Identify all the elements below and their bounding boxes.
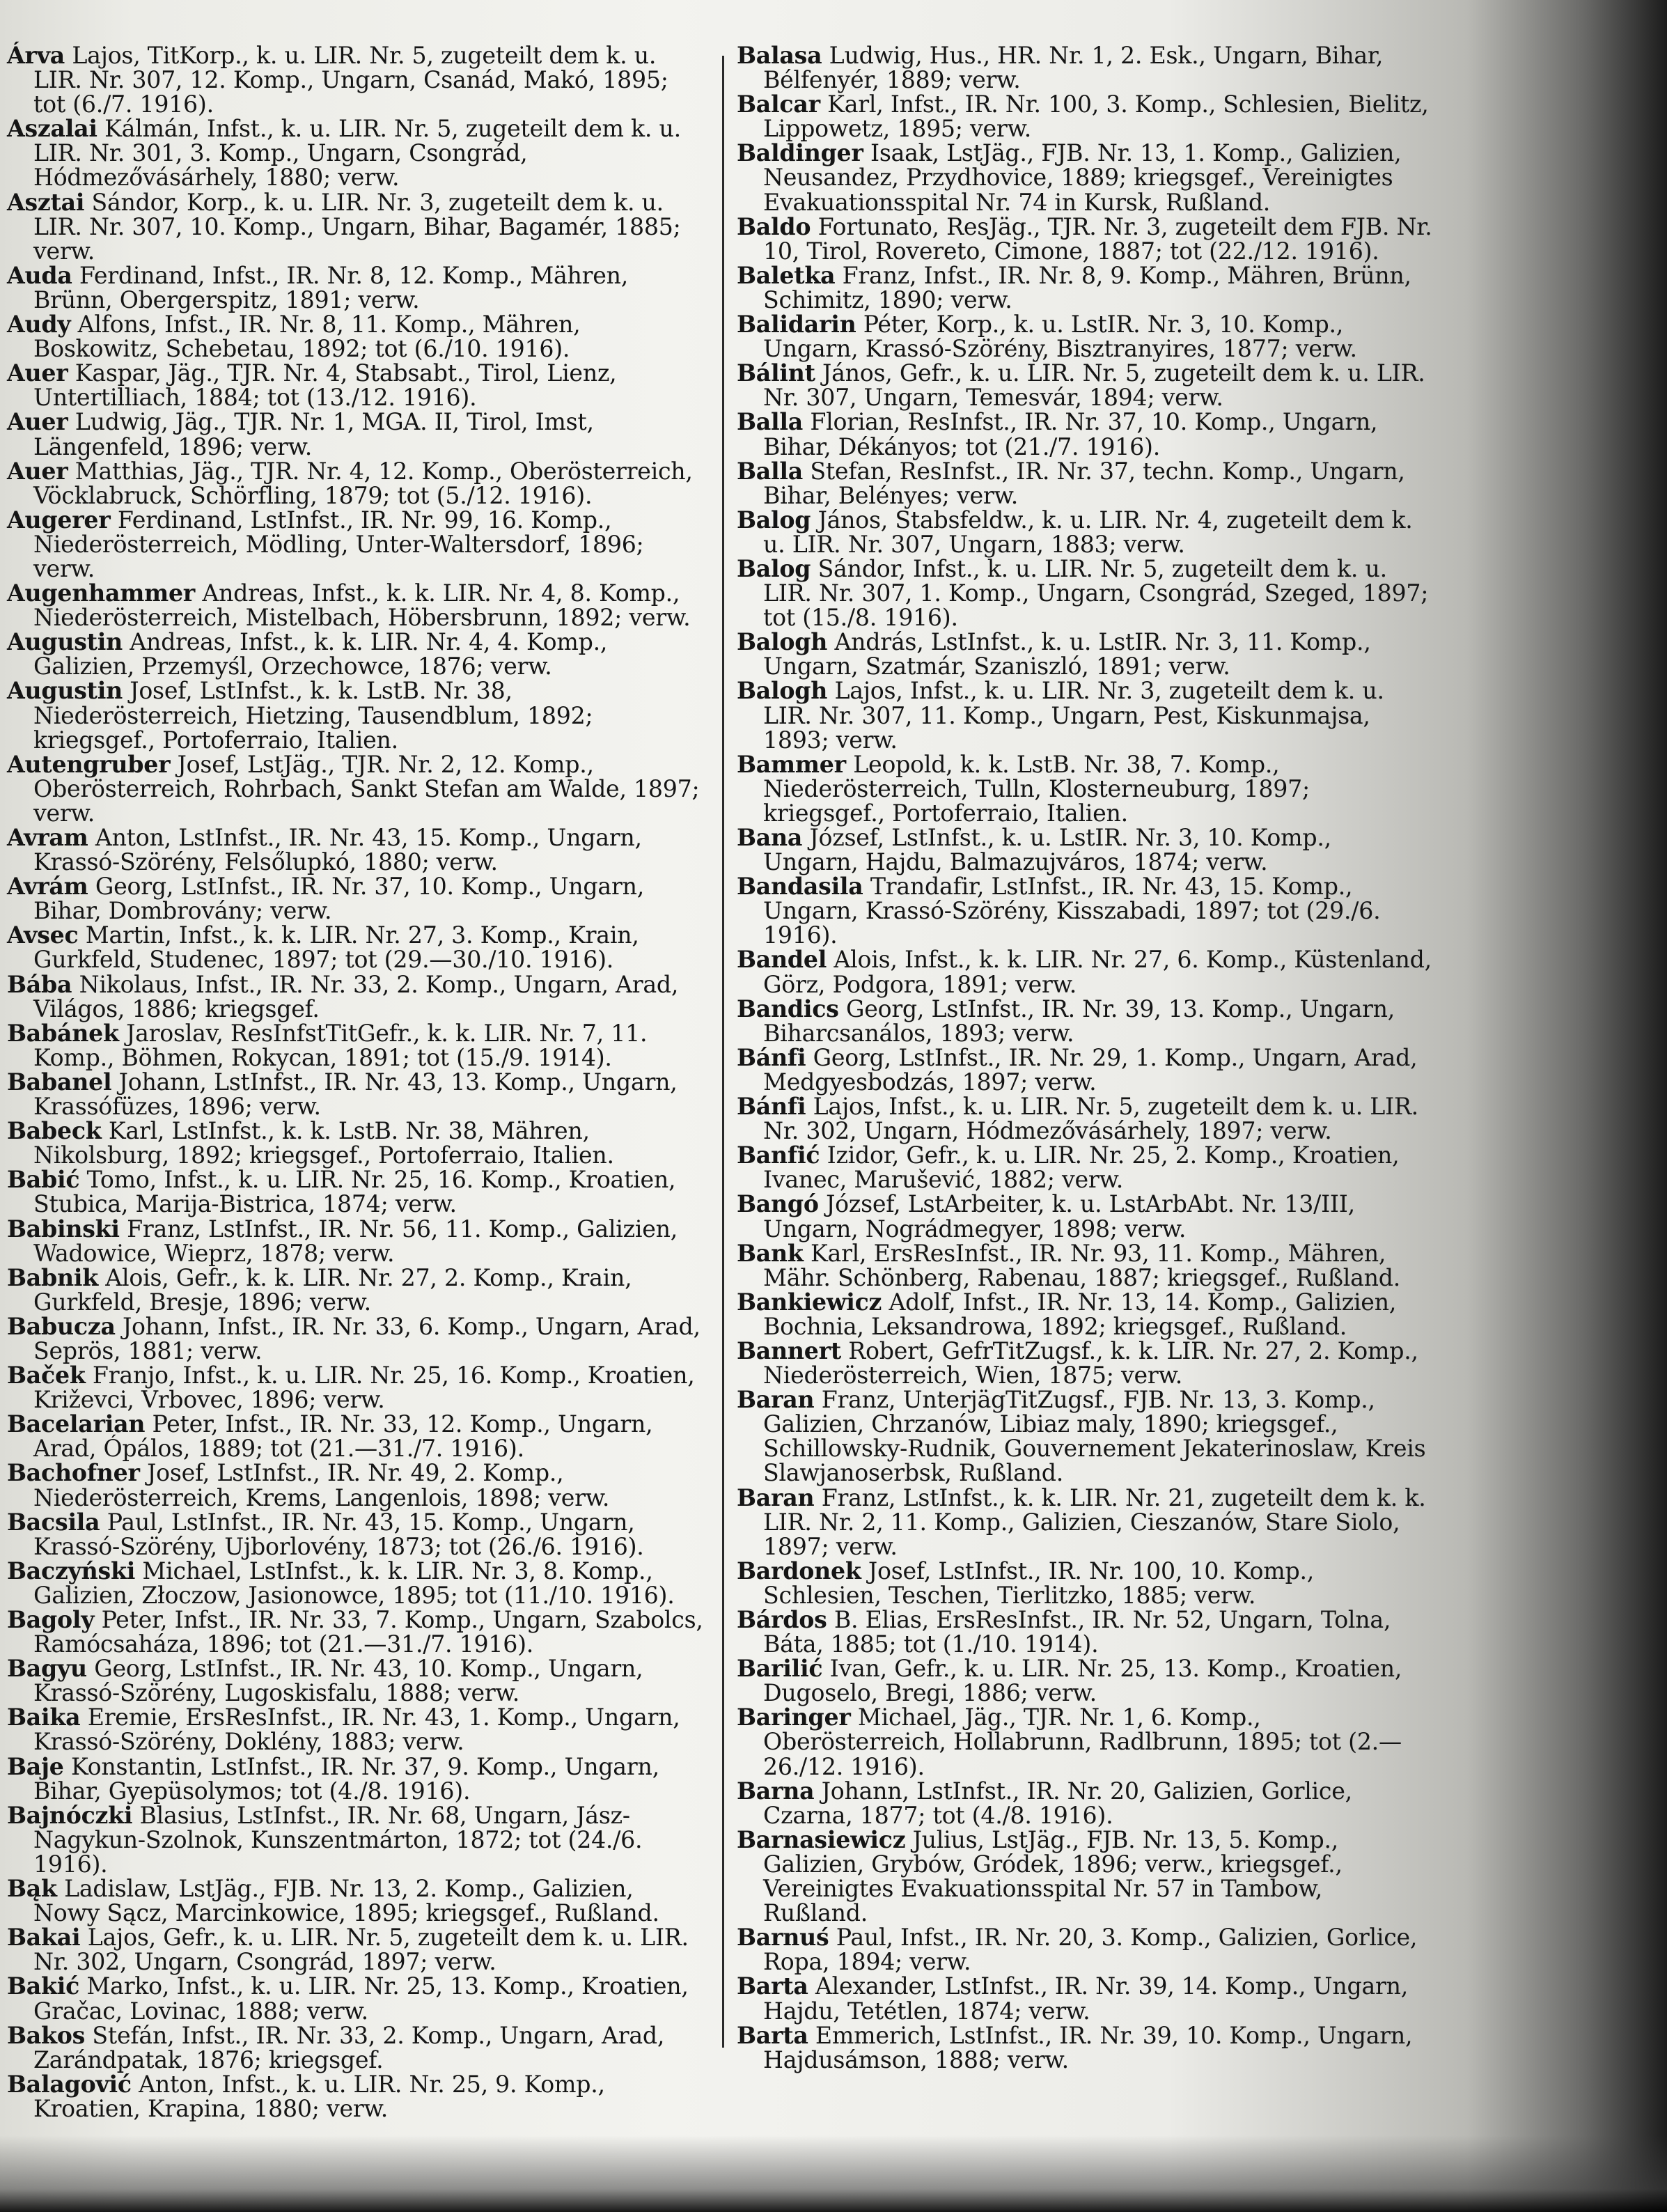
entry-surname: Auer (7, 359, 68, 387)
list-entry (7, 1803, 703, 1876)
entry-surname: Balcar (737, 91, 820, 118)
entry-surname: Bajnóczki (7, 1801, 133, 1829)
entry-surname: Bardonek (737, 1557, 861, 1584)
entry-details: Eremie, ErsResInfst., IR. Nr. 43, 1. Komp., Ungarn, Krassó-Szörény, Doklény, 1883; verw. (33, 1704, 680, 1756)
entry-surname: Bannert (737, 1337, 841, 1364)
entry-details: Paul, LstInfst., IR. Nr. 43, 15. Komp., Ungarn, Krassó-Szörény, Ujborlovény, 1873; tot (26./6. 1916). (33, 1508, 644, 1560)
list-entry (7, 1705, 703, 1754)
list-entry (7, 2023, 703, 2072)
entry-details: Alois, Gefr., k. k. LIR. Nr. 27, 2. Komp., Krain, Gurkfeld, Bresje, 1896; verw. (33, 1263, 632, 1316)
entry-surname: Babanel (7, 1068, 112, 1096)
entry-details: Karl, ErsResInfst., IR. Nr. 93, 11. Komp., Mähren, Mähr. Schönberg, Rabenau, 1887; kriegsgef., Rußland. (763, 1239, 1401, 1291)
entry-surname: Baje (7, 1752, 64, 1780)
entry-surname: Banfić (737, 1142, 820, 1169)
entry-surname: Barnasiewicz (737, 1825, 906, 1853)
entry-surname: Babucza (7, 1312, 116, 1340)
list-entry (7, 2072, 703, 2121)
entry-surname: Balogh (737, 677, 828, 705)
list-entry (737, 141, 1433, 214)
entry-details: Ludwig, Hus., HR. Nr. 1, 2. Esk., Ungarn, Bihar, Bélfenyér, 1889; verw. (763, 42, 1384, 94)
list-entry (737, 410, 1433, 458)
entry-surname: Bakai (7, 1924, 81, 1952)
entry-surname: Bacsila (7, 1508, 100, 1536)
list-entry (737, 1825, 1433, 1927)
entry-surname: Bánfi (737, 1043, 806, 1071)
entry-details: Peter, Infst., IR. Nr. 33, 7. Komp., Ungarn, Szabolcs, Ramócsaháza, 1896; tot (21.—31./7. 1916). (33, 1606, 703, 1658)
entry-details: Nikolaus, Infst., IR. Nr. 33, 2. Komp., Ungarn, Arad, Világos, 1886; kriegsgef. (33, 970, 679, 1022)
list-entry (7, 410, 703, 458)
entry-details: Josef, LstInfst., IR. Nr. 49, 2. Komp., Niederösterreich, Krems, Langenlois, 1898; verw. (33, 1459, 610, 1511)
list-entry (7, 752, 703, 825)
entry-surname: Bandel (737, 946, 827, 974)
list-entry (737, 1974, 1433, 2023)
entry-surname: Avram (7, 824, 88, 851)
list-entry (7, 1876, 703, 1925)
list-entry (737, 1241, 1433, 1290)
entry-details: Julius, LstJäg., FJB. Nr. 13, 5. Komp., Galizien, Grybów, Gródek, 1896; verw., kriegsgef., Vereinigtes Evakuationsspital Nr. 57 in Tambow, Rußland. (763, 1825, 1343, 1927)
entry-details: András, LstInfst., k. u. LstIR. Nr. 3, 11. Komp., Ungarn, Szatmár, Szaniszló, 1891; verw. (763, 628, 1371, 680)
entry-details: Lajos, TitKorp., k. u. LIR. Nr. 5, zugeteilt dem k. u. LIR. Nr. 307, 12. Komp., Ungarn, Csanád, Makó, 1895; tot (6./7. 1916). (33, 42, 668, 118)
list-entry (7, 1559, 703, 1607)
list-entry (737, 361, 1433, 410)
entry-details: Josef, LstJäg., TJR. Nr. 2, 12. Komp., Oberösterreich, Rohrbach, Sankt Stefan am Walde, 1897; verw. (33, 750, 700, 827)
right-column (737, 43, 1433, 2072)
list-entry (737, 1143, 1433, 1192)
entry-details: Karl, Infst., IR. Nr. 100, 3. Komp., Schlesien, Bielitz, Lippowetz, 1895; verw. (763, 91, 1429, 143)
list-entry (737, 2023, 1433, 2072)
list-entry (737, 1094, 1433, 1143)
entry-surname: Aszalai (7, 115, 97, 143)
entry-details: Johann, LstInfst., IR. Nr. 43, 13. Komp., Ungarn, Krassófüzes, 1896; verw. (33, 1068, 678, 1121)
entry-surname: Barta (737, 2021, 808, 2049)
list-entry (7, 1412, 703, 1461)
list-entry (737, 1925, 1433, 1974)
entry-surname: Babeck (7, 1117, 102, 1145)
list-entry (737, 459, 1433, 508)
entry-surname: Barnuś (737, 1924, 829, 1952)
list-entry (7, 677, 703, 754)
entry-surname: Autengruber (7, 750, 171, 778)
entry-details: József, LstInfst., k. u. LstIR. Nr. 3, 10. Komp., Ungarn, Hajdu, Balmazujváros, 1874; verw. (763, 824, 1331, 876)
entry-details: József, LstArbeiter, k. u. LstArbAbt. Nr. 13/III, Ungarn, Nográdmegyer, 1898; verw. (763, 1190, 1355, 1243)
entry-details: Johann, Infst., IR. Nr. 33, 6. Komp., Ungarn, Arad, Seprös, 1881; verw. (33, 1312, 701, 1364)
entry-details: Ivan, Gefr., k. u. LIR. Nr. 25, 13. Komp., Kroatien, Dugoselo, Bregi, 1886; verw. (763, 1655, 1402, 1707)
list-entry (7, 1974, 703, 2023)
list-entry (7, 1314, 703, 1363)
entry-surname: Babnik (7, 1263, 98, 1291)
entry-details: Peter, Infst., IR. Nr. 33, 12. Komp., Ungarn, Arad, Ópálos, 1889; tot (21.—31./7. 1916). (33, 1410, 653, 1463)
entry-surname: Auer (7, 408, 68, 436)
entry-details: Franz, UnterjägTitZugsf., FJB. Nr. 13, 3. Komp., Galizien, Chrzanów, Libiaz maly, 1890; kriegsgef., Schillowsky-Rudnik, Gouvernement Jekaterinoslaw, Kreis Slawjanoserbsk, Rußland. (763, 1386, 1426, 1487)
entry-surname: Auda (7, 261, 72, 289)
entry-details: Georg, LstInfst., IR. Nr. 37, 10. Komp., Ungarn, Bihar, Dombrovány; verw. (33, 873, 644, 925)
entry-details: János, Stabsfeldw., k. u. LIR. Nr. 4, zugeteilt dem k. u. LIR. Nr. 307, Ungarn, 1883; verw. (763, 506, 1413, 558)
entry-details: Sándor, Korp., k. u. LIR. Nr. 3, zugeteilt dem k. u. LIR. Nr. 307, 10. Komp., Ungarn, Bihar, Bagamér, 1885; verw. (33, 188, 681, 265)
list-entry (737, 1483, 1433, 1560)
entry-surname: Babánek (7, 1019, 119, 1047)
list-entry (737, 43, 1433, 92)
entry-surname: Bakos (7, 2021, 86, 2049)
entry-details: Adolf, Infst., IR. Nr. 13, 14. Komp., Galizien, Bochnia, Leksandrowa, 1892; kriegsgef., Rußland. (763, 1288, 1397, 1340)
list-entry (7, 263, 703, 312)
entry-details: Georg, LstInfst., IR. Nr. 43, 10. Komp., Ungarn, Krassó-Szörény, Lugoskisfalu, 1888; verw. (33, 1655, 643, 1707)
list-entry (7, 1461, 703, 1509)
entry-surname: Balla (737, 408, 804, 436)
entry-surname: Bálint (737, 359, 815, 387)
entry-surname: Balogh (737, 628, 828, 656)
entry-details: Leopold, k. k. LstB. Nr. 38, 7. Komp., Niederösterreich, Tulln, Klosterneuburg, 1897; kriegsgef., Portoferraio, Italien. (763, 750, 1310, 827)
entry-details: Franjo, Infst., k. u. LIR. Nr. 25, 16. Komp., Kroatien, Križevci, Vrbovec, 1896; verw. (33, 1362, 695, 1414)
list-entry (7, 1167, 703, 1216)
list-entry (7, 190, 703, 263)
list-entry (7, 1510, 703, 1559)
list-entry (7, 508, 703, 581)
entry-surname: Barna (737, 1777, 815, 1805)
entry-surname: Balog (737, 554, 811, 582)
list-entry (7, 43, 703, 116)
entry-surname: Balasa (737, 42, 822, 69)
list-entry (7, 874, 703, 923)
entry-surname: Bacelarian (7, 1410, 146, 1438)
list-entry (7, 825, 703, 874)
entry-details: Anton, LstInfst., IR. Nr. 43, 15. Komp., Ungarn, Krassó-Szörény, Felsőlupkó, 1880; verw. (33, 824, 642, 876)
list-entry (7, 361, 703, 410)
entry-surname: Babinski (7, 1215, 120, 1243)
list-entry (737, 1045, 1433, 1094)
entry-surname: Baldinger (737, 139, 863, 167)
entry-details: Stefan, ResInfst., IR. Nr. 37, techn. Komp., Ungarn, Bihar, Belényes; verw. (763, 457, 1405, 509)
left-column (7, 43, 703, 2121)
list-entry (737, 263, 1433, 312)
entry-details: Fortunato, ResJäg., TJR. Nr. 3, zugeteilt dem FJB. Nr. 10, Tirol, Rovereto, Cimone, 1887; tot (22./12. 1916). (763, 212, 1432, 265)
entry-details: Josef, LstInfst., IR. Nr. 100, 10. Komp., Schlesien, Teschen, Tierlitzko, 1885; verw. (763, 1557, 1315, 1609)
list-entry (7, 1607, 703, 1656)
entry-details: Lajos, Infst., k. u. LIR. Nr. 3, zugeteilt dem k. u. LIR. Nr. 307, 11. Komp., Ungarn, Pest, Kiskunmajsa, 1893; verw. (763, 677, 1384, 754)
entry-details: Alois, Infst., k. k. LIR. Nr. 27, 6. Komp., Küstenland, Görz, Podgora, 1891; verw. (763, 946, 1432, 998)
entry-surname: Augustin (7, 677, 123, 705)
list-entry (7, 459, 703, 508)
entry-details: Georg, LstInfst., IR. Nr. 29, 1. Komp., Ungarn, Arad, Medgyesbodzás, 1897; verw. (763, 1043, 1418, 1096)
entry-details: Izidor, Gefr., k. u. LIR. Nr. 25, 2. Komp., Kroatien, Ivanec, Marušević, 1882; verw. (763, 1142, 1400, 1194)
entry-details: Robert, GefrTitZugsf., k. k. LIR. Nr. 27, 2. Komp., Niederösterreich, Wien, 1875; verw. (763, 1337, 1418, 1389)
list-entry (7, 972, 703, 1021)
entry-surname: Bank (737, 1239, 804, 1267)
entry-details: Alexander, LstInfst., IR. Nr. 39, 14. Komp., Ungarn, Hajdu, Tetétlen, 1874; verw. (763, 1972, 1409, 2025)
list-entry (7, 312, 703, 361)
entry-details: Franz, LstInfst., IR. Nr. 56, 11. Komp., Galizien, Wadowice, Wieprz, 1878; verw. (33, 1215, 678, 1267)
entry-surname: Bammer (737, 750, 846, 778)
entry-surname: Barilić (737, 1655, 823, 1683)
entry-details: Andreas, Infst., k. k. LIR. Nr. 4, 8. Komp., Niederösterreich, Mistelbach, Höbersbrunn, 1892; verw. (33, 579, 691, 632)
list-entry (737, 312, 1433, 361)
entry-details: Isaak, LstJäg., FJB. Nr. 13, 1. Komp., Galizien, Neusandez, Przydhovice, 1889; kriegsgef., Vereinigtes Evakuationsspital Nr. 74 in Kursk, Rußland. (763, 139, 1402, 216)
entry-surname: Barta (737, 1972, 808, 2000)
entry-details: Matthias, Jäg., TJR. Nr. 4, 12. Komp., Oberösterreich, Vöcklabruck, Schörfling, 1879; tot (5./12. 1916). (33, 457, 693, 509)
entry-surname: Bana (737, 824, 803, 851)
list-entry (737, 92, 1433, 141)
list-entry (737, 1387, 1433, 1485)
entry-surname: Augerer (7, 506, 111, 533)
entry-surname: Baran (737, 1483, 815, 1511)
entry-details: Karl, LstInfst., k. k. LstB. Nr. 38, Mähren, Nikolsburg, 1892; kriegsgef., Portoferraio, Italien. (33, 1117, 614, 1169)
entry-details: Michael, LstInfst., k. k. LIR. Nr. 3, 8. Komp., Galizien, Złoczow, Jasionowce, 1895; tot (11./10. 1916). (33, 1557, 675, 1609)
list-entry (737, 1607, 1433, 1656)
list-entry (737, 752, 1433, 825)
entry-surname: Balla (737, 457, 804, 485)
entry-details: Emmerich, LstInfst., IR. Nr. 39, 10. Komp., Ungarn, Hajdusámson, 1888; verw. (763, 2021, 1413, 2073)
entry-surname: Balog (737, 506, 811, 533)
list-entry (7, 1925, 703, 1974)
entry-surname: Balagović (7, 2070, 132, 2098)
list-entry (737, 825, 1433, 874)
entry-details: Johann, LstInfst., IR. Nr. 20, Galizien, Gorlice, Czarna, 1877; tot (4./8. 1916). (763, 1777, 1352, 1829)
list-entry (737, 1559, 1433, 1607)
entry-surname: Baringer (737, 1704, 851, 1731)
entry-surname: Baldo (737, 212, 811, 240)
entry-surname: Audy (7, 311, 71, 338)
list-entry (737, 874, 1433, 947)
entry-surname: Bandasila (737, 873, 863, 901)
list-entry (7, 630, 703, 678)
entry-surname: Baika (7, 1704, 81, 1731)
entry-details: Josef, LstInfst., k. k. LstB. Nr. 38, Niederösterreich, Hietzing, Tausendblum, 1892; kriegsgef., Portoferraio, Italien. (33, 677, 593, 754)
list-entry (7, 1070, 703, 1119)
entry-details: Ferdinand, Infst., IR. Nr. 8, 12. Komp., Mähren, Brünn, Obergerspitz, 1891; verw. (33, 261, 629, 313)
entry-details: Marko, Infst., k. u. LIR. Nr. 25, 13. Komp., Kroatien, Gračac, Lovinac, 1888; verw. (33, 1972, 689, 2025)
entry-details: Martin, Infst., k. k. LIR. Nr. 27, 3. Komp., Krain, Gurkfeld, Studenec, 1897; tot (29.—30./10. 1916). (33, 921, 639, 974)
list-entry (737, 1705, 1433, 1778)
list-entry (737, 630, 1433, 678)
entry-details: Florian, ResInfst., IR. Nr. 37, 10. Komp., Ungarn, Bihar, Dékányos; tot (21./7. 1916). (763, 408, 1378, 460)
entry-details: B. Elias, ErsResInfst., IR. Nr. 52, Ungarn, Tolna, Báta, 1885; tot (1./10. 1914). (763, 1606, 1391, 1658)
list-entry (737, 1779, 1433, 1828)
entry-surname: Bánfi (737, 1093, 806, 1121)
list-entry (737, 997, 1433, 1045)
entry-details: Kálmán, Infst., k. u. LIR. Nr. 5, zugeteilt dem k. u. LIR. Nr. 301, 3. Komp., Ungarn, Csongrád, Hódmezővásárhely, 1880; verw. (33, 115, 681, 192)
entry-surname: Augenhammer (7, 579, 196, 607)
list-entry (7, 1265, 703, 1314)
entry-details: Franz, Infst., IR. Nr. 8, 9. Komp., Mähren, Brünn, Schimitz, 1890; verw. (763, 261, 1411, 313)
entry-surname: Baletka (737, 261, 836, 289)
column-divider (722, 56, 724, 2048)
entry-surname: Baczyński (7, 1557, 136, 1584)
list-entry (7, 1021, 703, 1070)
entry-surname: Bankiewicz (737, 1288, 882, 1316)
list-entry (737, 1656, 1433, 1705)
entry-details: Michael, Jäg., TJR. Nr. 1, 6. Komp., Oberösterreich, Hollabrunn, Radlbrunn, 1895; tot (2.—26./12. 1916). (763, 1704, 1402, 1780)
list-entry (737, 556, 1433, 630)
entry-surname: Bangó (737, 1190, 819, 1218)
list-entry (7, 581, 703, 630)
entry-surname: Bachofner (7, 1459, 140, 1487)
entry-surname: Bába (7, 970, 72, 998)
entry-details: Andreas, Infst., k. k. LIR. Nr. 4, 4. Komp., Galizien, Przemyśl, Orzechowce, 1876; verw. (33, 628, 608, 680)
entry-surname: Baček (7, 1362, 86, 1389)
list-entry (737, 212, 1433, 265)
list-entry (7, 1754, 703, 1803)
entry-details: Jaroslav, ResInfstTitGefr., k. k. LIR. Nr. 7, 11. Komp., Böhmen, Rokycan, 1891; tot (15./9. 1914). (33, 1019, 648, 1071)
entry-surname: Bandics (737, 995, 839, 1022)
entry-details: Trandafir, LstInfst., IR. Nr. 43, 15. Komp., Ungarn, Krassó-Szörény, Kisszabadi, 1897; tot (29./6. 1916). (763, 873, 1381, 949)
entry-surname: Bąk (7, 1875, 57, 1903)
entry-details: Georg, LstInfst., IR. Nr. 39, 13. Komp., Ungarn, Biharcsanálos, 1893; verw. (763, 995, 1395, 1047)
entry-details: Sándor, Infst., k. u. LIR. Nr. 5, zugeteilt dem k. u. LIR. Nr. 307, 1. Komp., Ungarn, Csongrád, Szeged, 1897; tot (15./8. 1916). (763, 554, 1429, 632)
entry-details: Ladislaw, LstJäg., FJB. Nr. 13, 2. Komp., Galizien, Nowy Sącz, Marcinkowice, 1895; kriegsgef., Rußland. (33, 1875, 659, 1927)
entry-surname: Bagoly (7, 1606, 95, 1633)
entry-surname: Auer (7, 457, 68, 485)
list-entry (737, 508, 1433, 556)
entry-surname: Avrám (7, 873, 88, 901)
entry-details: Franz, LstInfst., k. k. LIR. Nr. 21, zugeteilt dem k. k. LIR. Nr. 2, 11. Komp., Galizien, Cieszanów, Stare Siolo, 1897; verw. (763, 1483, 1426, 1560)
list-entry (737, 1190, 1433, 1243)
entry-surname: Bakić (7, 1972, 80, 2000)
entry-details: Blasius, LstInfst., IR. Nr. 68, Ungarn, Jász-Nagykun-Szolnok, Kunszentmárton, 1872; tot (24./6. 1916). (33, 1801, 643, 1878)
entry-surname: Baran (737, 1386, 815, 1414)
entry-details: János, Gefr., k. u. LIR. Nr. 5, zugeteilt dem k. u. LIR. Nr. 307, Ungarn, Temesvár, 1894; verw. (763, 359, 1425, 412)
list-entry (7, 923, 703, 972)
entry-surname: Avsec (7, 921, 79, 949)
list-entry (737, 1339, 1433, 1387)
entry-surname: Bagyu (7, 1655, 87, 1683)
list-entry (737, 1290, 1433, 1339)
list-entry (737, 947, 1433, 996)
entry-surname: Balidarin (737, 311, 856, 338)
entry-surname: Babić (7, 1166, 80, 1194)
entry-details: Lajos, Gefr., k. u. LIR. Nr. 5, zugeteilt dem k. u. LIR. Nr. 302, Ungarn, Csongrád, 1897; verw. (33, 1924, 689, 1976)
list-entry (7, 1217, 703, 1265)
entry-surname: Augustin (7, 628, 123, 656)
list-entry (7, 1119, 703, 1167)
entry-details: Paul, Infst., IR. Nr. 20, 3. Komp., Galizien, Gorlice, Ropa, 1894; verw. (763, 1924, 1418, 1976)
page-edge-shadow (0, 2135, 1667, 2212)
entry-surname: Árva (7, 42, 65, 69)
entry-surname: Bárdos (737, 1606, 827, 1633)
entry-details: Kaspar, Jäg., TJR. Nr. 4, Stabsabt., Tirol, Lienz, Untertilliach, 1884; tot (13./12. 1916). (33, 359, 617, 412)
list-entry (7, 1656, 703, 1705)
entry-details: Alfons, Infst., IR. Nr. 8, 11. Komp., Mähren, Boskowitz, Schebetau, 1892; tot (6./10. 1916). (33, 311, 581, 363)
entry-details: Péter, Korp., k. u. LstIR. Nr. 3, 10. Komp., Ungarn, Krassó-Szörény, Bisztranyires, 1877; verw. (763, 311, 1357, 363)
entry-details: Lajos, Infst., k. u. LIR. Nr. 5, zugeteilt dem k. u. LIR. Nr. 302, Ungarn, Hódmezővásárhely, 1897; verw. (763, 1093, 1418, 1145)
list-entry (737, 677, 1433, 754)
entry-details: Tomo, Infst., k. u. LIR. Nr. 25, 16. Komp., Kroatien, Stubica, Marija-Bistrica, 1874; verw. (33, 1166, 676, 1218)
entry-details: Ferdinand, LstInfst., IR. Nr. 99, 16. Komp., Niederösterreich, Mödling, Unter-Waltersdorf, 1896; verw. (33, 506, 644, 582)
entry-details: Ludwig, Jäg., TJR. Nr. 1, MGA. II, Tirol, Imst, Längenfeld, 1896; verw. (33, 408, 594, 460)
list-entry (7, 115, 703, 192)
entry-details: Stefán, Infst., IR. Nr. 33, 2. Komp., Ungarn, Arad, Zarándpatak, 1876; kriegsgef. (33, 2021, 665, 2073)
entry-details: Anton, Infst., k. u. LIR. Nr. 25, 9. Komp., Kroatien, Krapina, 1880; verw. (33, 2070, 605, 2122)
entry-details: Konstantin, LstInfst., IR. Nr. 37, 9. Komp., Ungarn, Bihar, Gyepüsolymos; tot (4./8. 1916). (33, 1752, 659, 1805)
list-entry (7, 1363, 703, 1412)
entry-surname: Asztai (7, 188, 85, 216)
